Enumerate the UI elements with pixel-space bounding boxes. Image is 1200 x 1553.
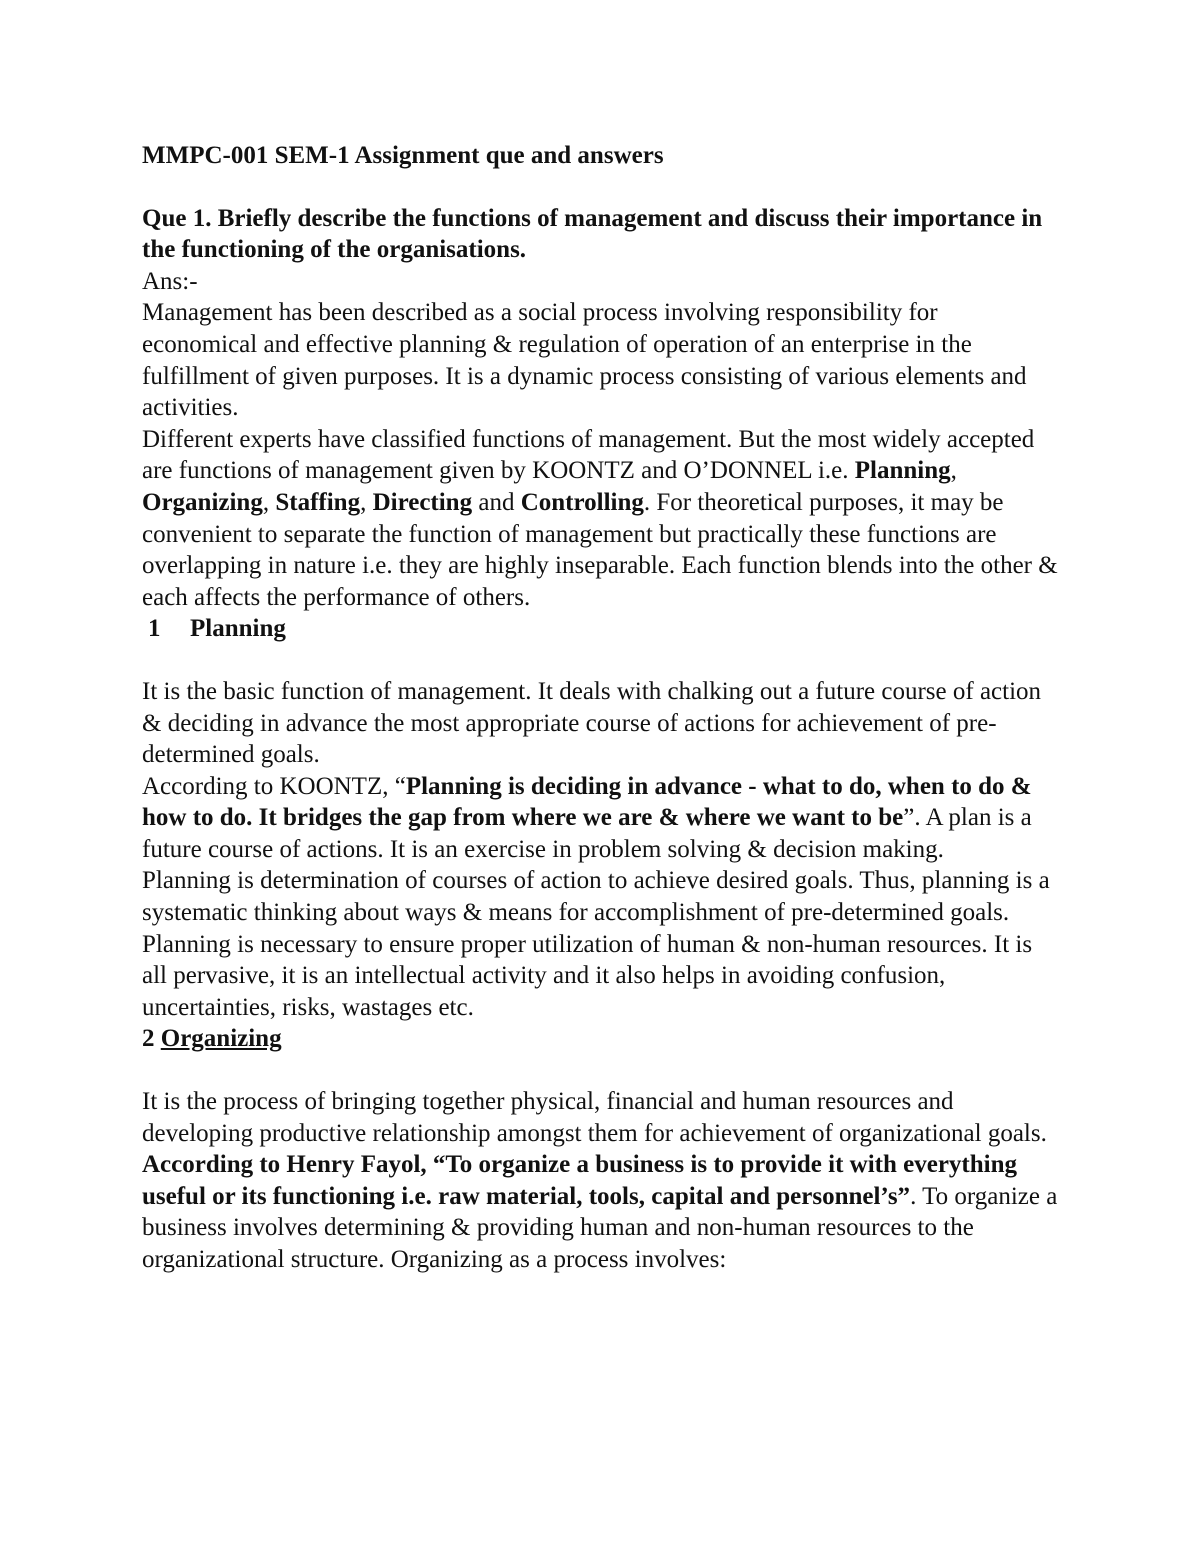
- function-staffing: Staffing: [275, 488, 361, 516]
- function-directing: Directing: [372, 488, 473, 516]
- intro-p2-start: Different experts have classified functions of management. But the most widely accepted are functions of management given by KOONTZ and O’DONNEL i.e.: [142, 425, 1035, 485]
- section-title: Planning: [190, 615, 286, 643]
- organizing-paragraph-1: [142, 1086, 1058, 1276]
- separator: ,: [950, 457, 957, 485]
- function-planning: Planning: [854, 457, 951, 485]
- section-heading-organizing: [142, 1023, 1058, 1055]
- separator: ,: [262, 488, 276, 516]
- organizing-p1-end: . To organize a business involves determining & providing human and non-human resources to the organizational structure. Organizing as a process involves:: [142, 1182, 1058, 1273]
- section-number: 1: [148, 615, 161, 643]
- intro-p2-end: . For theoretical purposes, it may be convenient to separate the function of management but practically these functions are overlapping in nature i.e. they are highly inseparable. Each function blends into the other & each affects the performance of others.: [142, 488, 1058, 611]
- section-number: 2: [142, 1025, 155, 1053]
- planning-quote: Planning is deciding in advance - what to do, when to do & how to do. It bridges the gap from where we are & where we want to be: [142, 772, 1032, 832]
- fayol-quote: According to Henry Fayol, “To organize a business is to provide it with everything useful or its functioning i.e. raw material, tools, capital and personnel’s”: [142, 1151, 1017, 1210]
- section-title: Organizing: [160, 1025, 282, 1053]
- intro-paragraph-2: [142, 424, 1058, 614]
- separator: ,: [360, 488, 373, 516]
- planning-paragraph-1: It is the basic function of management. It deals with chalking out a future course of action & deciding in advance the most appropriate course of actions for achievement of pre-determined goals.: [142, 677, 1042, 769]
- answer-label: Ans:-: [142, 267, 198, 295]
- planning-p2-start: According to KOONTZ, “: [142, 772, 406, 800]
- function-organizing: Organizing: [142, 488, 263, 516]
- planning-paragraph-2: [142, 771, 1058, 866]
- function-controlling: Controlling: [520, 488, 644, 516]
- planning-paragraph-3: Planning is determination of courses of action to achieve desired goals. Thus, planning is a systematic thinking about ways & means for accomplishment of pre-determined goals. Planning is necessary to ensure proper utilization of human & non-human resources. It is all pervasive, it is an intellectual activity and it also helps in avoiding confusion, uncertainties, risks, wastages etc.: [142, 867, 1050, 1021]
- question-text: Que 1. Briefly describe the functions of management and discuss their importance in the functioning of the organisations.: [142, 204, 1043, 264]
- organizing-p1-start: It is the process of bringing together physical, financial and human resources and developing productive relationship amongst them for achievement of organizational goals.: [142, 1088, 1047, 1147]
- section-heading-planning: [142, 613, 1058, 645]
- intro-paragraph-1: Management has been described as a social process involving responsibility for economical and effective planning & regulation of operation of an enterprise in the fulfillment of given purposes. It is a dynamic process consisting of various elements and activities.: [142, 299, 1027, 422]
- planning-p2-end: ”. A plan is a future course of actions. It is an exercise in problem solving & decision making.: [142, 804, 1032, 863]
- document-title: MMPC-001 SEM-1 Assignment que and answers: [142, 142, 664, 169]
- separator: and: [472, 488, 521, 516]
